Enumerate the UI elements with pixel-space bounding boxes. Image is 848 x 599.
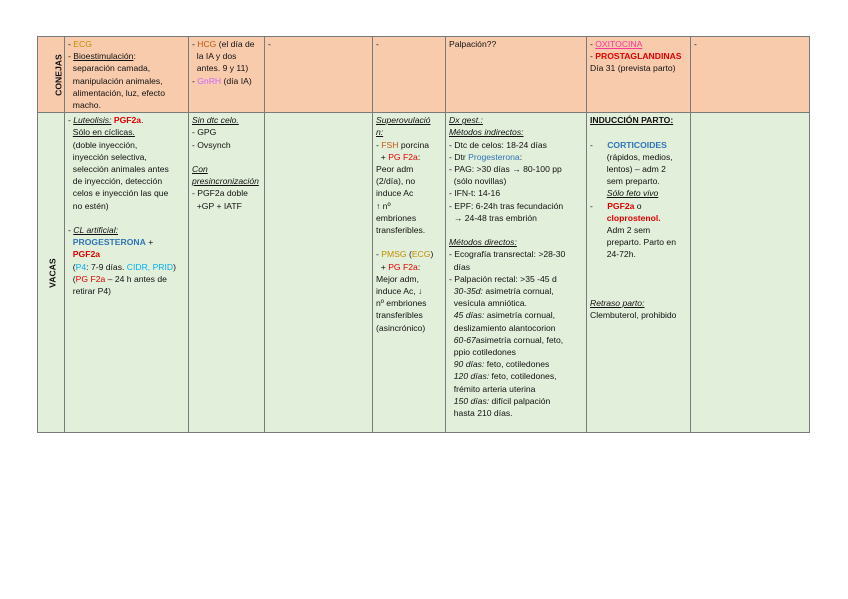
text-run: PG F2a	[388, 151, 418, 162]
text-run: - EPF: 6-24h tras fecundación	[449, 200, 564, 211]
cell-line	[192, 62, 261, 74]
cell-line	[376, 309, 442, 321]
text-run: - Dtr	[449, 151, 469, 162]
text-run: Retraso parto:	[590, 298, 645, 309]
cell-line	[68, 151, 185, 163]
cell-line	[376, 139, 442, 151]
text-run: Progesterona	[468, 151, 520, 162]
text-run: Métodos indirectos:	[449, 127, 524, 138]
text-run	[590, 274, 592, 284]
cell-line	[590, 175, 687, 187]
text-run: CL artificial:	[73, 225, 118, 236]
text-run: - Palpación rectal: >35 -45 d	[449, 273, 557, 284]
text-run: cloprostenol.	[606, 212, 661, 223]
text-run: Luteolisis:	[73, 115, 112, 126]
cell-line	[590, 236, 687, 248]
text-run: PMSG	[381, 249, 407, 260]
cell-line	[590, 248, 687, 260]
cell-line	[694, 38, 806, 50]
text-run: -	[590, 51, 596, 62]
text-run: - Ovsynch	[192, 139, 231, 150]
cell-line	[376, 285, 442, 297]
text-run: frémito arteria uterina	[449, 383, 536, 394]
text-run: (2/día), no	[376, 176, 416, 187]
cell-line	[68, 212, 185, 224]
cell-line	[449, 126, 583, 138]
text-run: INDUCCIÓN PARTO:	[590, 115, 674, 126]
cell-conejas-2	[189, 37, 265, 113]
text-run: transferibles	[376, 310, 423, 321]
text-run: -	[192, 39, 198, 49]
text-run: : 7-9 días.	[86, 261, 127, 272]
text-run: lentos) – adm 2	[590, 164, 666, 175]
cell-line	[449, 285, 583, 297]
text-run: )	[173, 261, 176, 272]
text-run: sem preparto.	[590, 176, 660, 187]
text-run	[694, 115, 696, 125]
summary-table	[37, 36, 810, 433]
text-run: Mejor adm,	[376, 273, 419, 284]
text-run: → 24-48 tras embrión	[449, 212, 537, 223]
cell-line	[449, 38, 583, 50]
text-run: la IA y dos	[192, 51, 237, 62]
text-run: -	[376, 39, 379, 49]
cell-line	[376, 200, 442, 212]
text-run: PG F2a	[75, 273, 106, 284]
cell-line	[449, 236, 583, 248]
cell-line	[449, 187, 583, 199]
cell-line	[449, 309, 583, 321]
text-run: 24-72h.	[590, 249, 636, 260]
cell-line	[590, 273, 687, 285]
cell-line	[449, 297, 583, 309]
cell-line	[449, 273, 583, 285]
text-run: (	[68, 273, 76, 284]
cell-line	[68, 38, 185, 50]
cell-line	[376, 212, 442, 224]
cell-line	[68, 126, 185, 138]
text-run: alimentación, luz, efecto	[68, 87, 165, 98]
text-run	[192, 152, 194, 162]
cell-line	[376, 38, 442, 50]
text-run: (doble inyección,	[68, 139, 138, 150]
text-run: Adm 2 sem	[590, 225, 651, 236]
text-run: - Ecografía transrectal: >28-30	[449, 249, 566, 260]
text-run: -	[68, 225, 74, 236]
text-run: o	[634, 200, 642, 211]
cell-conejas-3	[265, 37, 373, 113]
text-run: Superovulació	[376, 115, 431, 126]
cell-line	[590, 261, 687, 273]
row-conejas	[38, 37, 810, 113]
text-run: deslizamiento alantocorion	[449, 322, 556, 333]
text-run: -	[268, 39, 271, 49]
text-run: :	[417, 261, 421, 272]
text-run: Con	[192, 164, 208, 175]
cell-vacas-7	[691, 113, 810, 433]
cell-conejas-7	[691, 37, 810, 113]
text-run: asimetría cornual,	[484, 310, 556, 321]
cell-line	[449, 322, 583, 334]
cell-line	[590, 38, 687, 50]
cell-line	[449, 163, 583, 175]
text-run: PG F2a	[388, 261, 418, 272]
cell-line	[68, 139, 185, 151]
text-run: selección animales antes	[68, 164, 169, 175]
cell-line	[449, 395, 583, 407]
text-run: - Dtc de celos: 18-24 días	[449, 139, 547, 150]
text-run: :	[133, 51, 136, 62]
cell-line	[68, 236, 185, 248]
text-run: +	[145, 237, 154, 248]
species-label: CONEJAS	[53, 53, 64, 96]
cell-line	[68, 175, 185, 187]
species-label-cell	[38, 113, 65, 433]
cell-vacas-6	[587, 113, 691, 433]
cell-line	[449, 212, 583, 224]
text-run: 90 días:	[453, 359, 485, 370]
text-run: - GPG	[192, 127, 217, 138]
cell-line	[449, 151, 583, 163]
species-label-cell	[38, 37, 65, 113]
text-run	[590, 127, 592, 137]
cell-line	[590, 200, 687, 212]
text-run: manipulación animales,	[68, 75, 163, 86]
text-run: -	[68, 39, 74, 49]
text-run: retirar P4)	[68, 286, 111, 297]
text-run: 120 días:	[453, 371, 490, 382]
cell-line	[376, 261, 442, 273]
cell-line	[68, 273, 185, 285]
cell-line	[192, 187, 261, 199]
text-run: -	[192, 75, 198, 86]
cell-line	[449, 114, 583, 126]
row-vacas	[38, 113, 810, 433]
text-run: asimetría cornual, feto,	[475, 334, 564, 345]
cell-line	[376, 126, 442, 138]
cell-line	[192, 175, 261, 187]
text-run: Clembuterol, prohibido	[590, 310, 677, 321]
cell-line	[376, 114, 442, 126]
text-run: no estén)	[68, 200, 109, 211]
text-run: feto, cotiledones,	[489, 371, 557, 382]
text-run	[590, 286, 592, 296]
text-run: 150 días:	[453, 395, 490, 406]
cell-line	[590, 114, 687, 126]
text-run: transferibles.	[376, 225, 426, 236]
cell-line	[68, 87, 185, 99]
text-run: ppio cotiledones	[449, 347, 516, 358]
text-run: feto, cotiledones	[484, 359, 550, 370]
text-run: PROSTAGLANDINAS	[595, 51, 682, 62]
cell-conejas-1	[65, 37, 189, 113]
text-run: 30-35d:	[453, 286, 483, 297]
text-run: PGF2a	[113, 115, 142, 126]
cell-line	[449, 346, 583, 358]
text-run: (el día de	[216, 39, 255, 49]
cell-line	[590, 187, 687, 199]
text-run: n:	[376, 127, 384, 138]
text-run	[449, 225, 451, 235]
text-run: Bioestimulación	[73, 51, 134, 62]
cell-line	[590, 224, 687, 236]
text-run: PGF2a	[607, 200, 635, 211]
text-run: antes. 9 y 11)	[192, 63, 249, 74]
cell-line	[376, 163, 442, 175]
cell-line	[590, 163, 687, 175]
cell-conejas-6	[587, 37, 691, 113]
text-run: +	[376, 261, 389, 272]
text-run: OXITOCINA	[595, 39, 643, 49]
text-run: difícil palpación	[489, 395, 551, 406]
cell-line	[192, 38, 261, 50]
text-run: presincronización	[192, 176, 259, 187]
cell-line	[68, 285, 185, 297]
cell-line	[449, 139, 583, 151]
text-run	[590, 262, 592, 272]
cell-line	[449, 358, 583, 370]
cell-line	[68, 187, 185, 199]
cell-line	[376, 273, 442, 285]
cell-line	[376, 236, 442, 248]
text-run: 45 días:	[453, 310, 485, 321]
cell-line	[268, 38, 369, 50]
text-run: +	[376, 151, 389, 162]
cell-line	[192, 50, 261, 62]
text-run: de inyección, detección	[68, 176, 163, 187]
text-run: PGF2a	[72, 249, 101, 260]
cell-line	[376, 322, 442, 334]
text-run: PROGESTERONA	[72, 237, 146, 248]
cell-conejas-4	[373, 37, 446, 113]
text-run: (rápidos, medios,	[590, 151, 673, 162]
text-run: -	[590, 139, 608, 150]
text-run	[590, 213, 607, 223]
text-run: Sólo feto vivo	[606, 188, 659, 199]
cell-line	[192, 200, 261, 212]
text-run: Sólo en cíclicas.	[72, 127, 135, 138]
cell-line	[694, 114, 806, 126]
text-run: ↑ nº	[376, 200, 391, 211]
cell-line	[68, 248, 185, 260]
text-run: - IFN-t: 14-16	[449, 188, 501, 199]
text-run: vesícula amniótica.	[449, 298, 527, 309]
text-run: Peor adm	[376, 164, 414, 175]
cell-line	[376, 175, 442, 187]
text-run: GnRH	[197, 75, 222, 86]
text-run: días	[449, 261, 471, 272]
cell-vacas-4	[373, 113, 446, 433]
text-run: (día IA)	[221, 75, 252, 86]
cell-line	[376, 151, 442, 163]
text-run: -	[590, 39, 596, 49]
text-run: Palpación??	[449, 39, 497, 49]
cell-line	[590, 50, 687, 62]
text-run: Dx gest.:	[449, 115, 483, 126]
cell-line	[376, 187, 442, 199]
text-run: :	[417, 151, 421, 162]
text-run	[68, 213, 70, 223]
cell-line	[449, 383, 583, 395]
text-run: CORTICOIDES	[607, 139, 667, 150]
text-run: Día 31 (prevista parto)	[590, 63, 676, 74]
text-run: celos e inyección las que	[68, 188, 169, 199]
text-run: (asincrónico)	[376, 322, 426, 333]
text-run: (sólo novillas)	[449, 176, 507, 187]
cell-line	[268, 114, 369, 126]
cell-line	[68, 62, 185, 74]
cell-line	[449, 407, 583, 419]
text-run: -	[694, 39, 697, 49]
cell-line	[68, 99, 185, 111]
cell-line	[68, 224, 185, 236]
cell-line	[449, 261, 583, 273]
cell-line	[376, 224, 442, 236]
cell-line	[192, 163, 261, 175]
cell-line	[590, 297, 687, 309]
text-run: .	[141, 115, 144, 126]
text-run: – 24 h antes de	[105, 273, 167, 284]
text-run: +GP + IATF	[192, 200, 242, 211]
text-run: :	[519, 151, 523, 162]
text-run: induce Ac, ↓	[376, 286, 423, 297]
cell-line	[192, 139, 261, 151]
text-run: macho.	[68, 100, 101, 111]
cell-line	[192, 151, 261, 163]
cell-line	[590, 139, 687, 151]
cell-line	[590, 212, 687, 224]
cell-line	[449, 370, 583, 382]
text-run: inyección selectiva,	[68, 151, 147, 162]
text-run	[376, 237, 378, 247]
cell-line	[590, 285, 687, 297]
cell-vacas-5	[446, 113, 587, 433]
cell-vacas-2	[189, 113, 265, 433]
cell-line	[68, 50, 185, 62]
cell-line	[590, 309, 687, 321]
text-run: ECG	[411, 249, 431, 260]
cell-line	[376, 297, 442, 309]
text-run: FSH	[381, 139, 399, 150]
text-run: Sin dtc celo.	[192, 115, 239, 126]
cell-line	[590, 151, 687, 163]
text-run: (	[406, 249, 412, 260]
cell-line	[68, 261, 185, 273]
cell-vacas-1	[65, 113, 189, 433]
cell-line	[68, 114, 185, 126]
text-run: hasta 210 días.	[449, 408, 513, 419]
cell-line	[449, 200, 583, 212]
text-run: - PAG: >30 días → 80-100 pp	[449, 164, 562, 175]
cell-line	[68, 163, 185, 175]
cell-line	[449, 224, 583, 236]
text-run: P4	[75, 261, 87, 272]
text-run	[268, 115, 270, 125]
text-run: CIDR, PRID	[126, 261, 174, 272]
text-run: -	[376, 139, 382, 150]
text-run: porcina	[398, 139, 430, 150]
text-run: )	[430, 249, 434, 260]
text-run: separación camada,	[68, 63, 151, 74]
text-run: (	[68, 261, 76, 272]
text-run: nº embriones	[376, 298, 427, 309]
cell-conejas-5	[446, 37, 587, 113]
text-run: - PGF2a doble	[192, 188, 248, 199]
cell-line	[376, 248, 442, 260]
text-run: induce Ac	[376, 188, 414, 199]
text-run: Métodos directos:	[449, 237, 517, 248]
cell-line	[590, 62, 687, 74]
text-run: -	[68, 51, 74, 62]
species-label: VACAS	[47, 257, 58, 288]
text-run	[590, 188, 607, 198]
cell-line	[449, 248, 583, 260]
text-run: -	[376, 249, 382, 260]
cell-line	[192, 114, 261, 126]
text-run: asimetría cornual,	[482, 286, 554, 297]
text-run: preparto. Parto en	[590, 237, 676, 248]
cell-line	[192, 75, 261, 87]
text-run: ECG	[73, 39, 92, 49]
text-run: -	[590, 200, 608, 211]
text-run: embriones	[376, 212, 417, 223]
cell-line	[449, 334, 583, 346]
cell-line	[68, 200, 185, 212]
cell-line	[192, 126, 261, 138]
cell-line	[68, 75, 185, 87]
cell-line	[590, 126, 687, 138]
text-run: HCG	[197, 39, 217, 49]
cell-vacas-3	[265, 113, 373, 433]
text-run: -	[68, 115, 74, 126]
text-run: 60-67	[453, 334, 476, 345]
cell-line	[449, 175, 583, 187]
